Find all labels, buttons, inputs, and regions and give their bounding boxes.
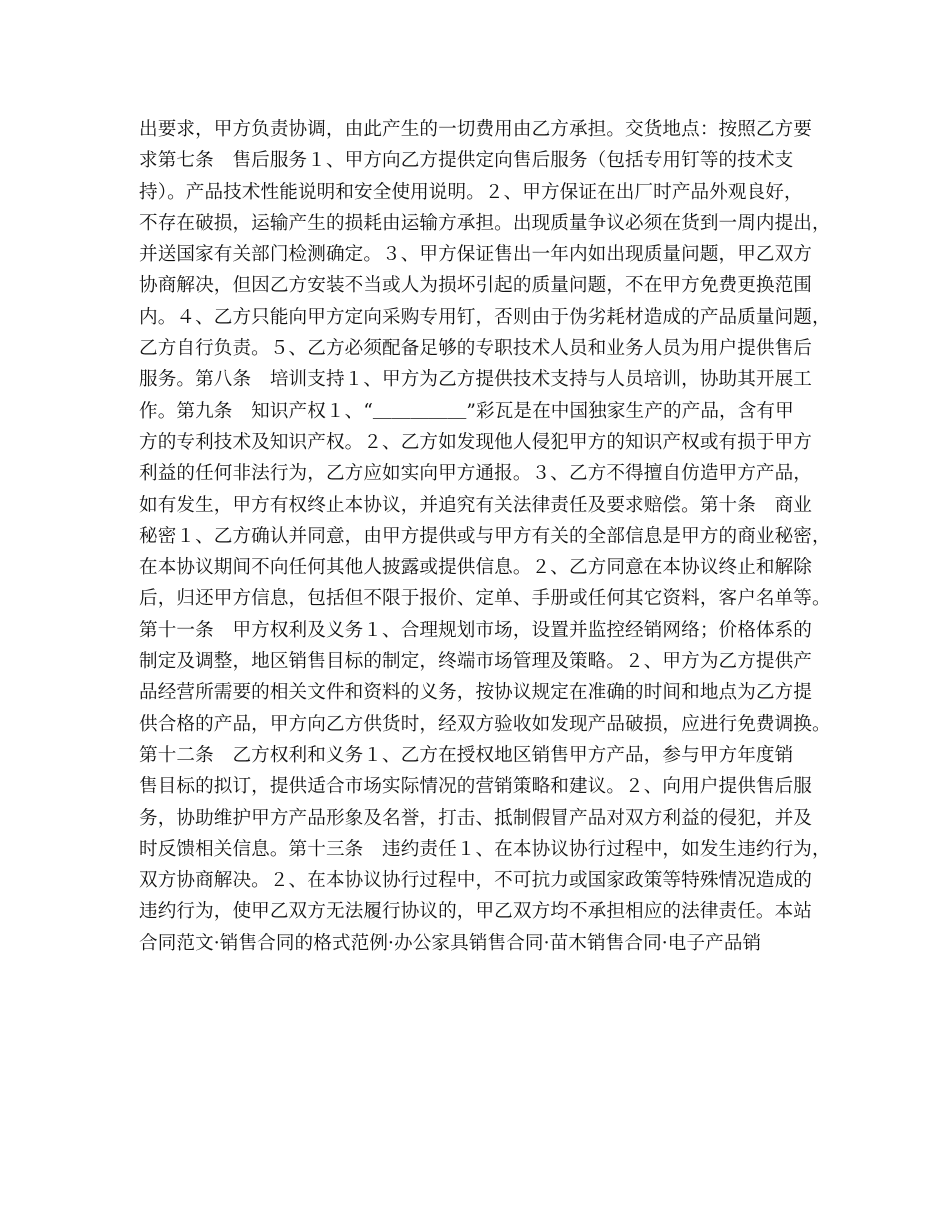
text-line: 乙方自行负责。５、乙方必须配备足够的专职技术人员和业务人员为用户提供售后 — [139, 338, 812, 360]
text-line: 方的专利技术及知识产权。２、乙方如发现他人侵犯甲方的知识产权或有损于甲方 — [139, 431, 812, 453]
text-line: 服务。第八条 培训支持１、甲方为乙方提供技术支持与人员培训，协助其开展工 — [139, 369, 812, 391]
text-line: 合同范文·销售合同的格式范例·办公家具销售合同·苗木销售合同·电子产品销 — [139, 932, 762, 954]
text-line: 供合格的产品，甲方向乙方供货时，经双方验收如发现产品破损，应进行免费调换。 — [139, 713, 831, 735]
text-line: 售目标的拟订，提供适合市场实际情况的营销策略和建议。２、向用户提供售后服 — [139, 776, 812, 798]
text-line: 在本协议期间不向任何其他人披露或提供信息。２、乙方同意在本协议终止和解除 — [139, 557, 812, 579]
text-line: 利益的任何非法行为，乙方应如实向甲方通报。３、乙方不得擅自仿造甲方产品， — [139, 463, 812, 485]
text-line: 协商解决，但因乙方安装不当或人为损坏引起的质量问题，不在甲方免费更换范围 — [139, 275, 812, 297]
text-line: 第十二条 乙方权利和义务１、乙方在授权地区销售甲方产品，参与甲方年度销 — [139, 744, 794, 766]
text-line: 品经营所需要的相关文件和资料的义务，按协议规定在准确的时间和地点为乙方提 — [139, 682, 812, 704]
text-line: 并送国家有关部门检测确定。３、甲方保证售出一年内如出现质量问题，甲乙双方 — [139, 244, 812, 266]
text-line: 作。第九条 知识产权１、“＿＿＿＿＿”彩瓦是在中国独家生产的产品，含有甲 — [139, 400, 794, 422]
text-line: 制定及调整，地区销售目标的制定，终端市场管理及策略。２、甲方为乙方提供产 — [139, 651, 812, 673]
text-line: 违约行为，使甲乙双方无法履行协议的，甲乙双方均不承担相应的法律责任。本站 — [139, 901, 812, 923]
text-line: 如有发生，甲方有权终止本协议，并追究有关法律责任及要求赔偿。第十条 商业 — [139, 494, 812, 516]
text-line: 时反馈相关信息。第十三条 违约责任１、在本协议协行过程中，如发生违约行为， — [139, 838, 831, 860]
contract-body-text — [139, 114, 839, 959]
text-line: 务，协助维护甲方产品形象及名誉，打击、抵制假冒产品对双方利益的侵犯，并及 — [139, 807, 812, 829]
text-line: 持）。产品技术性能说明和安全使用说明。２、甲方保证在出厂时产品外观良好， — [139, 181, 803, 203]
text-line: 内。４、乙方只能向甲方定向采购专用钉，否则由于伪劣耗材造成的产品质量问题， — [139, 306, 831, 328]
text-line: 后，归还甲方信息，包括但不限于报价、定单、手册或任何其它资料，客户名单等。 — [139, 588, 831, 610]
text-line: 第十一条 甲方权利及义务１、合理规划市场，设置并监控经销网络；价格体系的 — [139, 619, 812, 641]
text-line: 求第七条 售后服务１、甲方向乙方提供定向售后服务（包括专用钉等的技术支 — [139, 150, 794, 172]
text-line: 不存在破损，运输产生的损耗由运输方承担。出现质量争议必须在货到一周内提出， — [139, 212, 831, 234]
text-line: 出要求，甲方负责协调，由此产生的一切费用由乙方承担。交货地点：按照乙方要 — [139, 119, 812, 140]
text-line: 双方协商解决。２、在本协议协行过程中，不可抗力或国家政策等特殊情况造成的 — [139, 870, 812, 892]
text-line: 秘密１、乙方确认并同意，由甲方提供或与甲方有关的全部信息是甲方的商业秘密， — [139, 525, 831, 547]
